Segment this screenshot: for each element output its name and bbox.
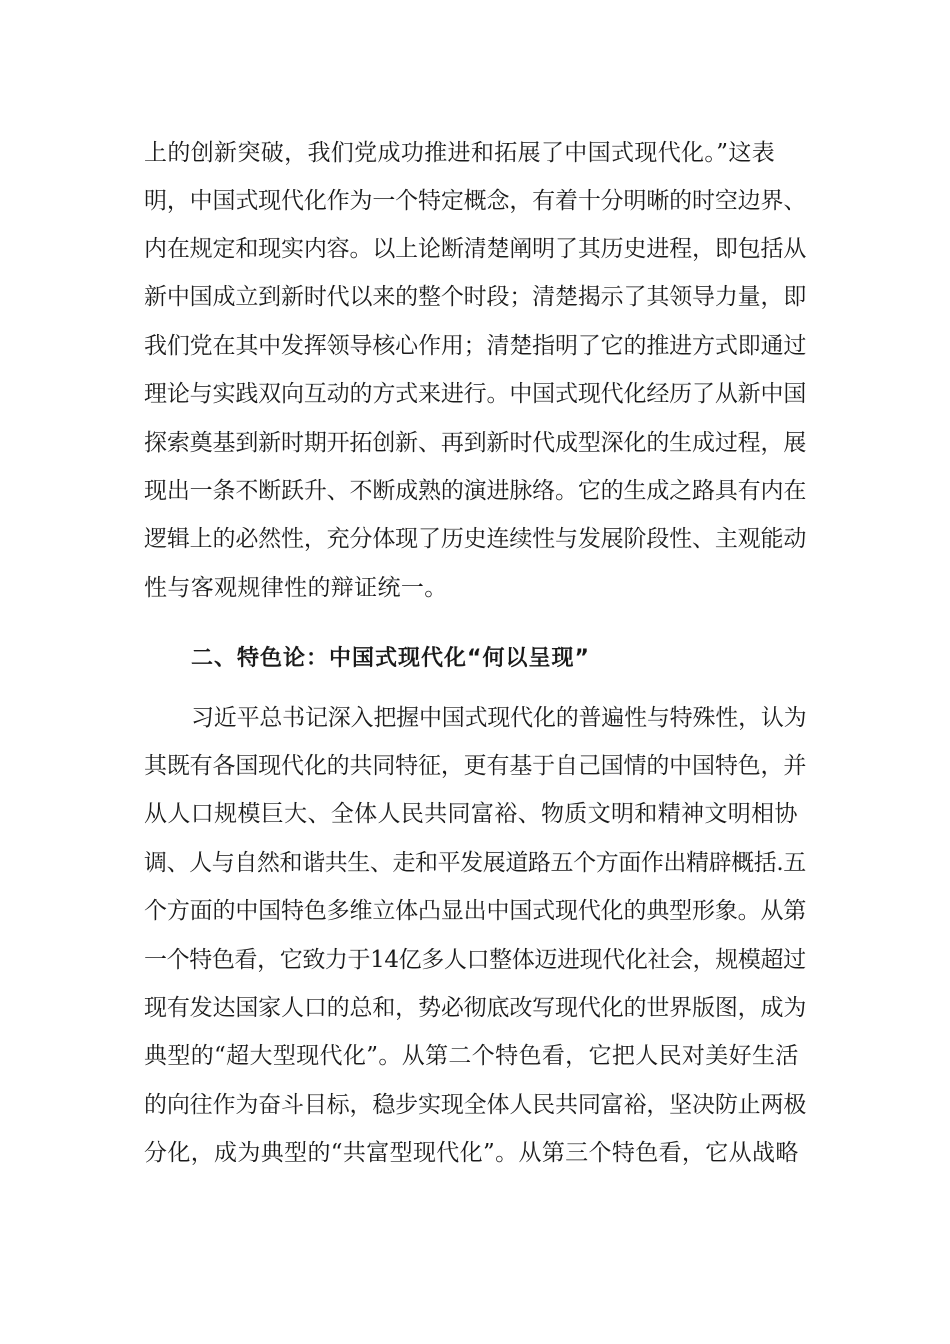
paragraph-1-line-10: 性与客观规律性的辩证统一。 xyxy=(144,575,448,601)
paragraph-2-line-6: 一个特色看，它致力于14亿多人口整体迈进现代化社会，规模超过 xyxy=(144,947,806,973)
paragraph-1-line-1: 上的创新突破，我们党成功推进和拓展了中国式现代化。”这表 xyxy=(144,140,776,166)
paragraph-2-line-1: 习近平总书记深入把握中国式现代化的普遍性与特殊性，认为 xyxy=(191,705,807,731)
paragraph-2-line-4: 调、人与自然和谐共生、走和平发展道路五个方面作出精辟概括.五 xyxy=(144,850,806,876)
paragraph-1-line-6: 理论与实践双向互动的方式来进行。中国式现代化经历了从新中国 xyxy=(144,381,807,407)
paragraph-1-line-5: 我们党在其中发挥领导核心作用；清楚指明了它的推进方式即通过 xyxy=(144,333,807,359)
paragraph-2-line-5: 个方面的中国特色多维立体凸显出中国式现代化的典型形象。从第 xyxy=(144,898,807,924)
paragraph-1-line-9: 逻辑上的必然性，充分体现了历史连续性与发展阶段性、主观能动 xyxy=(144,526,807,552)
paragraph-2-line-3: 从人口规模巨大、全体人民共同富裕、物质文明和精神文明相协 xyxy=(144,801,798,827)
paragraph-2-line-9: 的向往作为奋斗目标，稳步实现全体人民共同富裕，坚决防止两极 xyxy=(144,1092,807,1118)
paragraph-1-line-8: 现出一条不断跃升、不断成熟的演进脉络。它的生成之路具有内在 xyxy=(144,478,807,504)
paragraph-2-line-10: 分化，成为典型的“共富型现代化”。从第三个特色看，它从战略 xyxy=(144,1140,799,1166)
paragraph-1-line-7: 探索奠基到新时期开拓创新、再到新时代成型深化的生成过程，展 xyxy=(144,430,807,456)
section-heading: 二、特色论：中国式现代化“何以呈现” xyxy=(191,646,590,671)
paragraph-2-line-2: 其既有各国现代化的共同特征，更有基于自己国情的中国特色，并 xyxy=(144,753,807,779)
paragraph-2-line-7: 现有发达国家人口的总和，势必彻底改写现代化的世界版图，成为 xyxy=(144,995,807,1021)
paragraph-1-line-4: 新中国成立到新时代以来的整个时段；清楚揭示了其领导力量，即 xyxy=(144,284,807,310)
paragraph-2-line-8: 典型的“超大型现代化”。从第二个特色看，它把人民对美好生活 xyxy=(144,1043,799,1069)
paragraph-1-line-3: 内在规定和现实内容。以上论断清楚阐明了其历史进程，即包括从 xyxy=(144,236,807,262)
paragraph-1-line-2: 明，中国式现代化作为一个特定概念，有着十分明晰的时空边界、 xyxy=(144,188,807,214)
